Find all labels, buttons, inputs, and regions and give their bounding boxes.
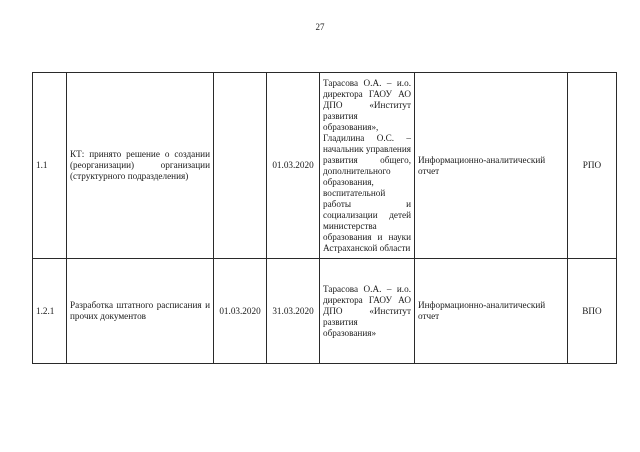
row-number-cell: 1.2.1 xyxy=(33,259,67,364)
start-date-cell: 01.03.2020 xyxy=(214,259,267,364)
row-number-cell: 1.1 xyxy=(33,73,67,259)
task-name-cell: Разработка штатного расписания и прочих документов xyxy=(67,259,214,364)
table-row xyxy=(33,73,617,259)
executor-cell: ВПО xyxy=(568,259,617,364)
document-type-cell: Информационно-аналитический отчет xyxy=(415,259,568,364)
document-type-cell: Информационно-аналитический отчет xyxy=(415,73,568,259)
end-date-cell: 31.03.2020 xyxy=(267,259,320,364)
task-name-cell: КТ: принято решение о создании (реорганизации) организации (структурного подразделения) xyxy=(67,73,214,259)
end-date-cell: 01.03.2020 xyxy=(267,73,320,259)
responsible-cell: Тарасова О.А. – и.о. директора ГАОУ АО ДПО «Институт развития образования» xyxy=(320,259,415,364)
plan-table xyxy=(32,72,617,364)
responsible-cell: Тарасова О.А. – и.о. директора ГАОУ АО ДПО «Институт развития образования», Гладилина О.С. – начальник управления развития общего, дополнительного образования, воспитательной работы и социализации детей министерства образования и науки Астраханской области xyxy=(320,73,415,259)
start-date-cell xyxy=(214,73,267,259)
page-number: 27 xyxy=(315,22,325,32)
executor-cell: РПО xyxy=(568,73,617,259)
table-row xyxy=(33,259,617,364)
